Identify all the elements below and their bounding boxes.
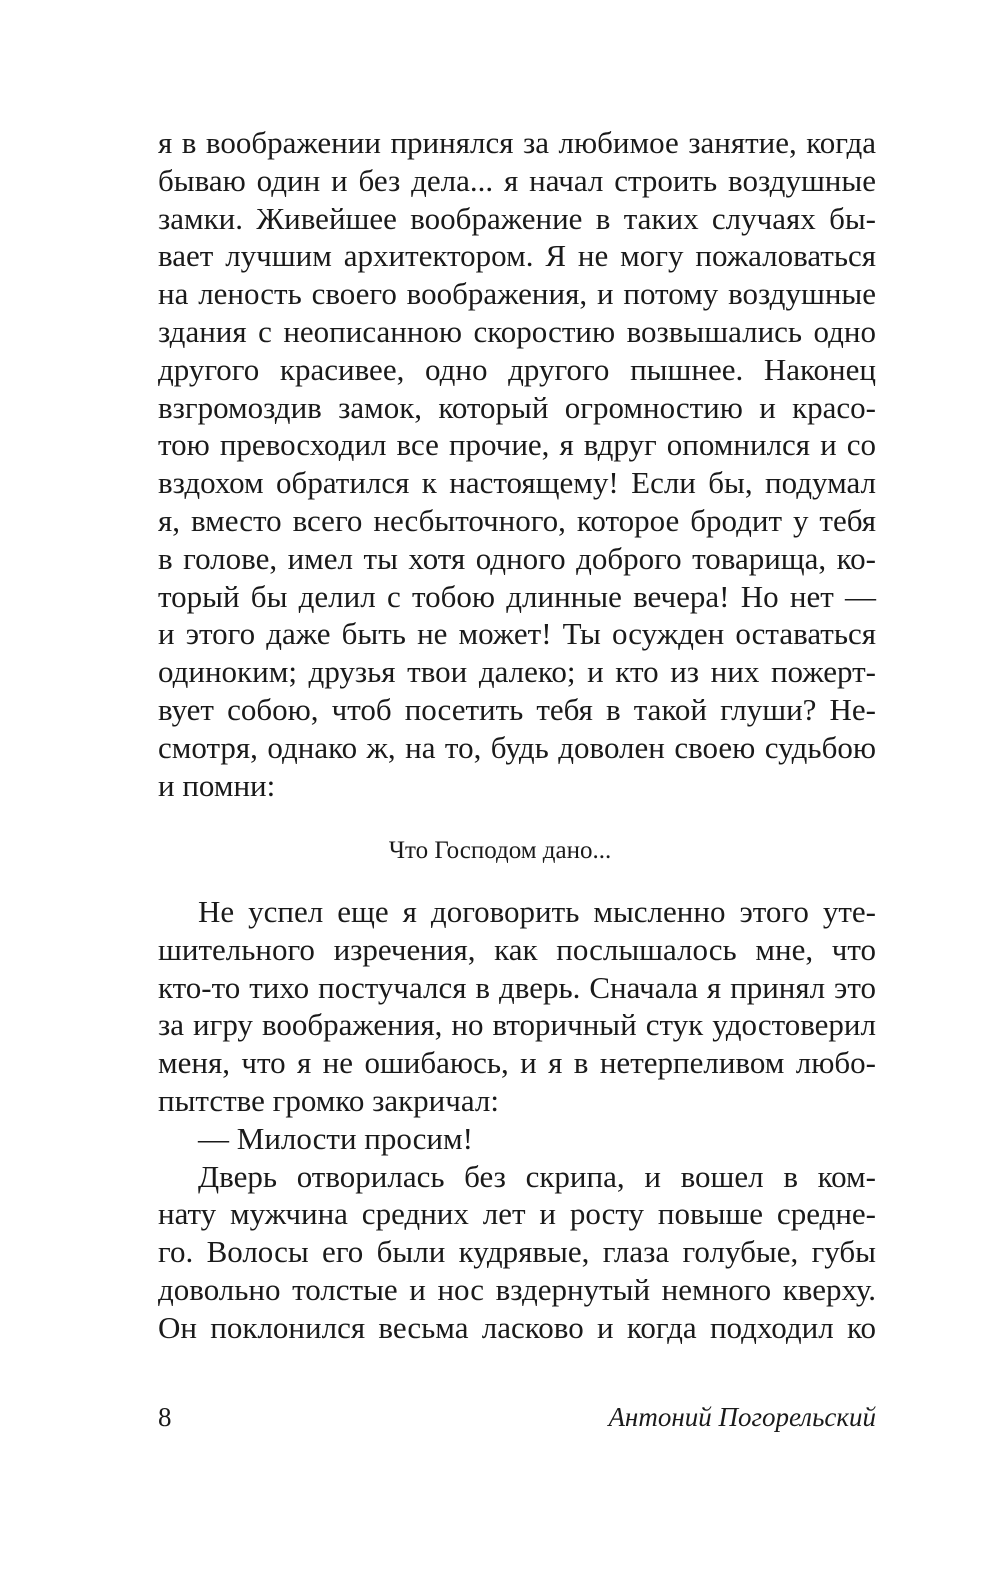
text-line: пытстве громко закричал:: [158, 1082, 499, 1118]
text-line: замки. Живейшее воображение в таких случаях бы-: [158, 200, 876, 236]
paragraph-1: [158, 124, 876, 804]
text-line: шительного изречения, как послышалось мне, что: [158, 931, 876, 967]
author-name: Антоний Погорельский: [608, 1402, 876, 1432]
text-line: я в воображении принялся за любимое занятие, когда: [158, 125, 876, 160]
text-line: Он поклонился весьма ласково и когда подходил ко: [158, 1309, 876, 1345]
text-line: кто-то тихо постучался в дверь. Сначала я принял это: [158, 969, 876, 1005]
text-line: за игру воображения, но вторичный стук удостоверил: [158, 1007, 876, 1043]
text-line: и этого даже быть не может! Ты осужден оставаться: [158, 616, 876, 652]
text-line: Дверь отворилась без скрипа, и вошел в ком-: [198, 1158, 876, 1194]
text-line: вздохом обратился к настоящему! Если бы, подумал: [158, 465, 876, 501]
epigraph: Что Господом дано...: [388, 837, 612, 864]
text-line: взгромоздив замок, который огромностию и красо-: [158, 389, 876, 425]
text-line: тою превосходил все прочие, я вдруг опомнился и со: [158, 427, 876, 463]
text-line: здания с неописанною скоростию возвышались одно: [158, 313, 876, 349]
text-line: смотря, однако ж, на то, будь доволен своею судьбою: [158, 729, 876, 765]
text-line: другого красивее, одно другого пышнее. Наконец: [158, 351, 876, 387]
text-line: меня, что я не ошибаюсь, и я в нетерпеливом любо-: [158, 1045, 876, 1081]
text-line: вает лучшим архитектором. Я не могу пожаловаться: [158, 238, 876, 274]
paragraph-2-3: [158, 893, 876, 1347]
text-line: Не успел еще я договорить мысленно этого уте-: [198, 894, 876, 929]
text-line: торый бы делил с тобою длинные вечера! Но нет —: [158, 578, 876, 614]
text-line: одиноким; друзья твои далеко; и кто из них пожерт-: [158, 654, 876, 690]
text-line: го. Волосы его были кудрявые, глаза голубые, губы: [158, 1234, 876, 1270]
text-line: вует собою, чтоб посетить тебя в такой глуши? Не-: [158, 691, 876, 727]
text-line: нату мужчина средних лет и росту повыше средне-: [158, 1196, 876, 1232]
dialogue-line: — Милости просим!: [198, 1120, 473, 1156]
text-line: на леность своего воображения, и потому воздушные: [158, 276, 876, 312]
page-footer: [158, 1400, 876, 1434]
text-line: довольно толстые и нос вздернутый немного кверху.: [158, 1271, 876, 1307]
text-line: и помни:: [158, 767, 276, 803]
text-line: я, вместо всего несбыточного, которое бродит у тебя: [158, 502, 876, 538]
page-number: 8: [158, 1402, 172, 1432]
text-line: бываю один и без дела... я начал строить воздушные: [158, 162, 876, 198]
text-line: в голове, имел ты хотя одного доброго товарища, ко-: [158, 540, 876, 576]
